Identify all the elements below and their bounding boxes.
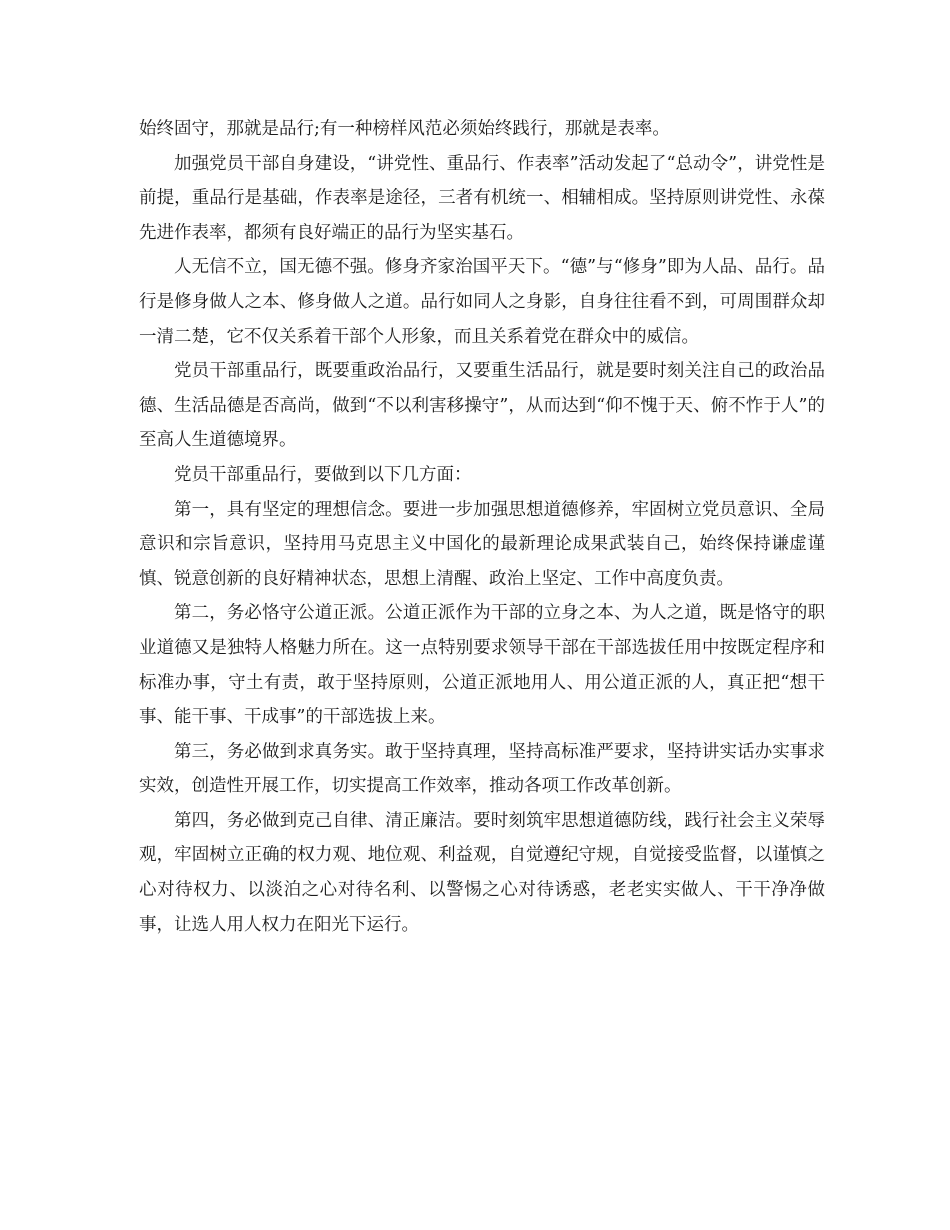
paragraph-6: 第一，具有坚定的理想信念。要进一步加强思想道德修养，牢固树立党员意识、全局意识和宗旨意识，坚持用马克思主义中国化的最新理论成果武装自己，始终保持谦虚谨慎、锐意创新的良好精神状态，思想上清醒、政治上坚定、工作中高度负责。 [139,499,825,589]
paragraph-4: 党员干部重品行，既要重政治品行，又要重生活品行，就是要时刻关注自己的政治品德、生活品德是否高尚，做到“不以利害移操守”，从而达到“仰不愧于天、俯不怍于人”的至高人生道德境界。 [139,361,825,451]
paragraph-7: 第二，务必恪守公道正派。公道正派作为干部的立身之本、为人之道，既是恪守的职业道德又是独特人格魅力所在。这一点特别要求领导干部在干部选拔任用中按既定程序和标准办事，守土有责，敢于坚持原则，公道正派地用人、用公道正派的人，真正把“想干事、能干事、干成事”的干部选拔上来。 [139,603,825,728]
paragraph-2: 加强党员干部自身建设，“讲党性、重品行、作表率”活动发起了“总动令”，讲党性是前提，重品行是基础，作表率是途径，三者有机统一、相辅相成。坚持原则讲党性、永葆先进作表率，都须有良好端正的品行为坚实基石。 [139,153,825,243]
document-body [139,112,825,942]
paragraph-3: 人无信不立，国无德不强。修身齐家治国平天下。“德”与“修身”即为人品、品行。品行是修身做人之本、修身做人之道。品行如同人之身影，自身往往看不到，可周围群众却一清二楚，它不仅关系着干部个人形象，而且关系着党在群众中的威信。 [139,257,825,347]
paragraph-1: 始终固守，那就是品行;有一种榜样风范必须始终践行，那就是表率。 [139,119,670,139]
paragraph-8: 第三，务必做到求真务实。敢于坚持真理，坚持高标准严要求，坚持讲实话办实事求实效，创造性开展工作，切实提高工作效率，推动各项工作改革创新。 [139,741,825,797]
paragraph-9: 第四，务必做到克己自律、清正廉洁。要时刻筑牢思想道德防线，践行社会主义荣辱观，牢固树立正确的权力观、地位观、利益观，自觉遵纪守规，自觉接受监督，以谨慎之心对待权力、以淡泊之心对待名利、以警惕之心对待诱惑，老老实实做人、干干净净做事，让选人用人权力在阳光下运行。 [139,810,825,935]
paragraph-5: 党员干部重品行，要做到以下几方面： [174,464,472,485]
